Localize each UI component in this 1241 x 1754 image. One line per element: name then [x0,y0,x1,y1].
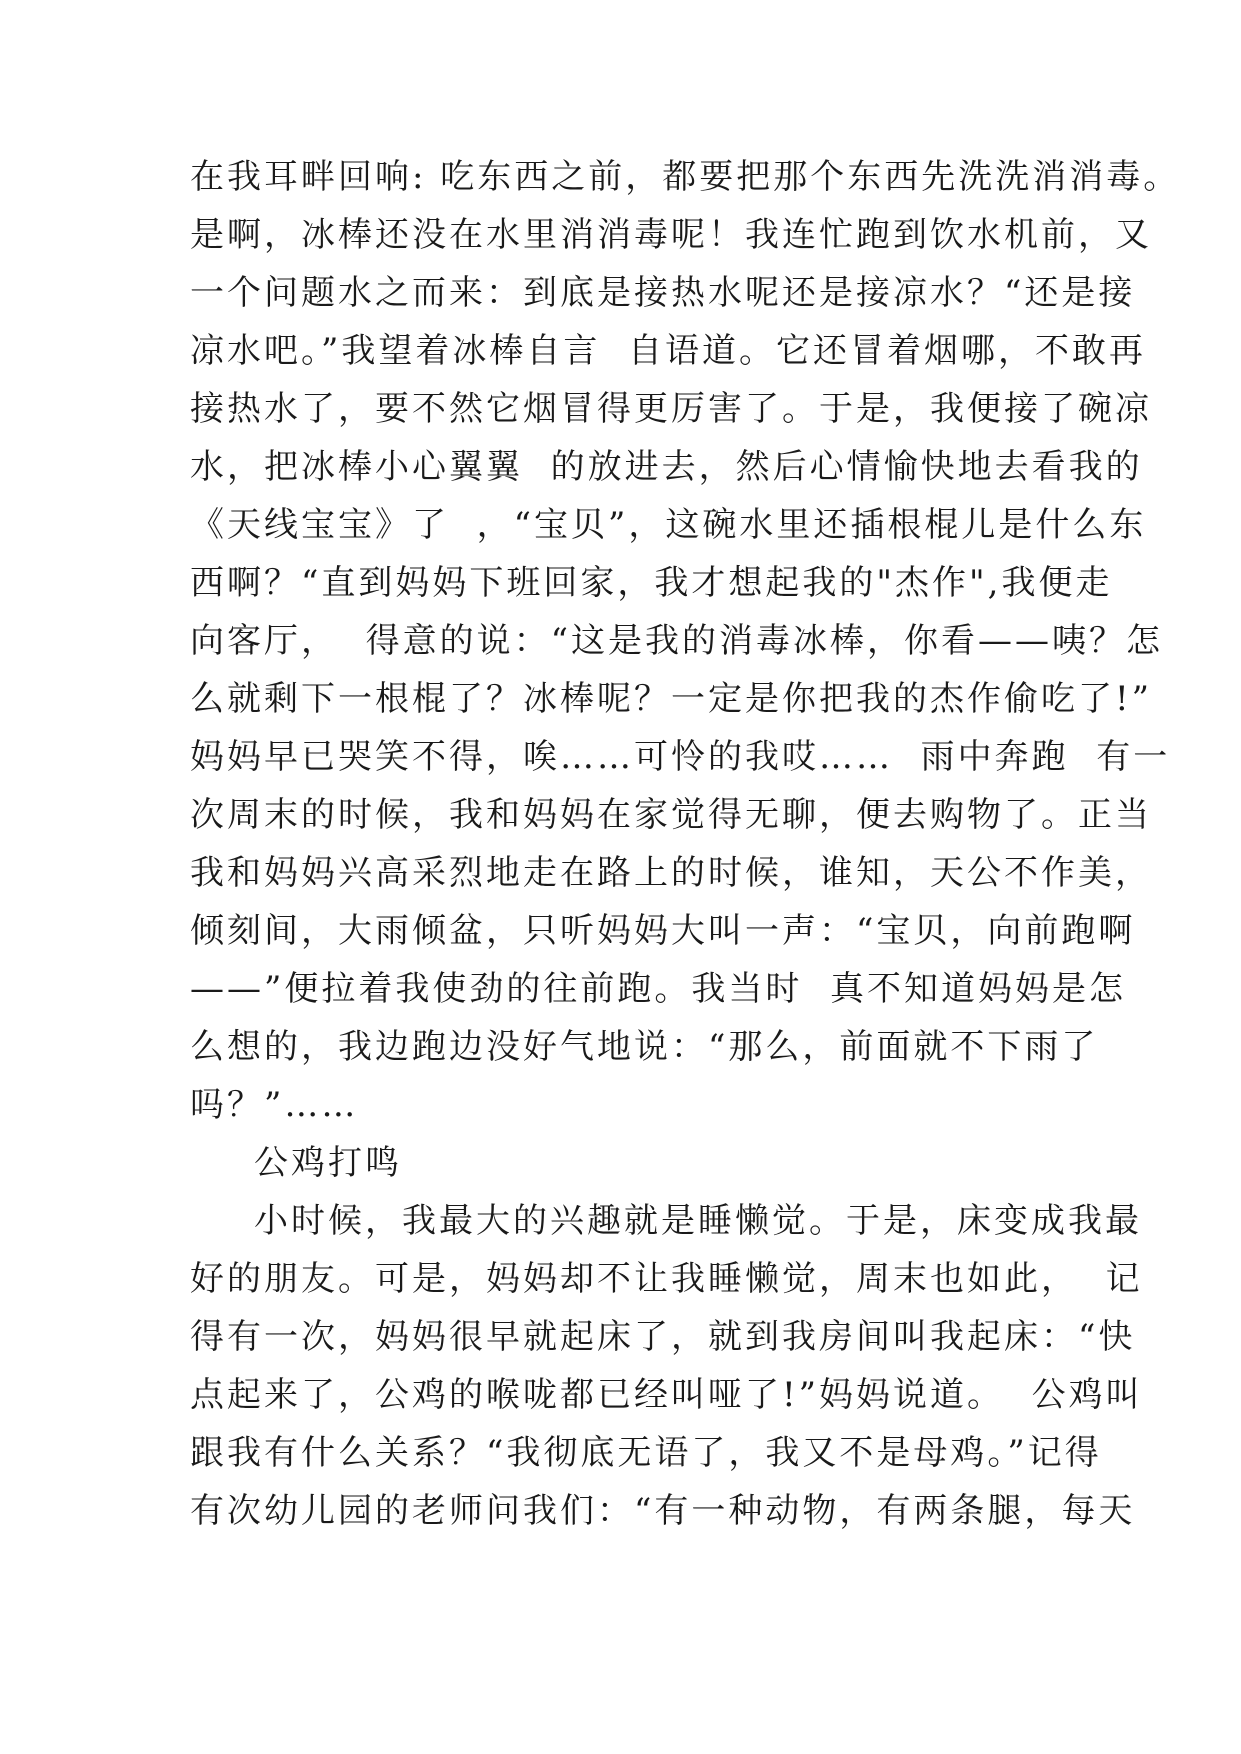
text-line: 么就剩下一根棍了？冰棒呢？一定是你把我的杰作偷吃了!” [190,679,1153,719]
text-line: 跟我有什么关系？“我彻底无语了，我又不是母鸡。”记得 [190,1433,1102,1473]
text-line: 一个问题水之而来：到底是接热水呢还是接凉水？“还是接 [190,273,1136,313]
text-line: 有次幼儿园的老师问我们：“有一种动物，有两条腿，每天 [190,1491,1136,1531]
text-line: 么想的，我边跑边没好气地说：“那么，前面就不下雨了 [190,1027,1099,1067]
document-body [190,148,1181,1540]
text-line: 倾刻间，大雨倾盆，只听妈妈大叫一声：“宝贝，向前跑啊 [190,911,1136,951]
text-line: 得有一次，妈妈很早就起床了，就到我房间叫我起床：“快 [190,1317,1136,1357]
text-line: 我和妈妈兴高采烈地走在路上的时候，谁知，天公不作美， [190,853,1152,893]
section-title: 公鸡打鸣 [254,1143,402,1183]
text-line: 水，把冰棒小心翼翼 的放进去，然后心情愉快地去看我的 [190,447,1143,487]
text-line: 西啊？“直到妈妈下班回家，我才想起我的"杰作",我便走 [190,563,1113,603]
text-line: 《天线宝宝》了 ，“宝贝”，这碗水里还插根棍儿是什么东 [190,505,1147,545]
text-line: 吗？”…… [190,1085,359,1125]
text-line: 凉水吧。”我望着冰棒自言 自语道。它还冒着烟哪，不敢再 [190,331,1146,371]
text-line: 点起来了，公鸡的喉咙都已经叫哑了!”妈妈说道。 公鸡叫 [190,1375,1143,1415]
text-line: 向客厅， 得意的说：“这是我的消毒冰棒，你看——咦？怎 [190,621,1163,661]
text-line: 是啊，冰棒还没在水里消消毒呢！我连忙跑到饮水机前，又 [190,215,1152,255]
text-line: 好的朋友。可是，妈妈却不让我睡懒觉，周末也如此， 记 [190,1259,1143,1299]
text-line: 接热水了，要不然它烟冒得更厉害了。于是，我便接了碗凉 [190,389,1152,429]
text-line: ——”便拉着我使劲的往前跑。我当时 真不知道妈妈是怎 [190,969,1126,1009]
text-line: 在我耳畔回响: 吃东西之前，都要把那个东西先洗洗消消毒。 [190,157,1181,197]
text-line: 妈妈早已哭笑不得，唉……可怜的我哎…… 雨中奔跑 有一 [190,737,1171,777]
text-line: 次周末的时候，我和妈妈在家觉得无聊，便去购物了。正当 [190,795,1152,835]
text-line: 小时候，我最大的兴趣就是睡懒觉。于是，床变成我最 [254,1201,1142,1241]
